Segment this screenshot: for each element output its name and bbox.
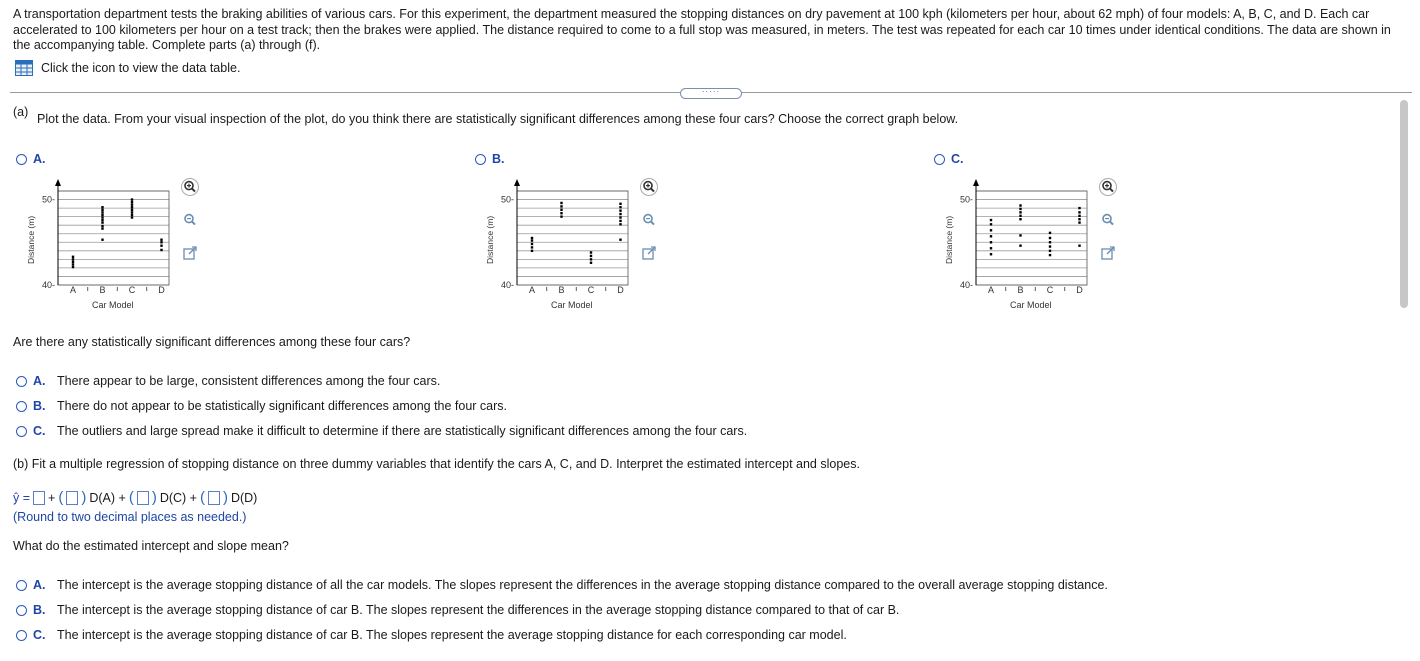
data-point [160, 244, 162, 246]
data-point [1049, 245, 1051, 247]
data-point [990, 247, 992, 249]
part-a-option-a[interactable] [16, 374, 440, 388]
x-axis-label: Car Model [1010, 300, 1052, 310]
data-point [560, 209, 562, 211]
part-b-option-b[interactable] [16, 603, 899, 617]
data-point [131, 201, 133, 203]
data-point [1049, 250, 1051, 252]
data-point [560, 202, 562, 204]
data-point [990, 219, 992, 221]
plot-area [22, 172, 182, 297]
popout-icon[interactable] [638, 242, 660, 264]
data-point [590, 258, 592, 260]
plot-area [940, 172, 1100, 297]
data-point [1019, 244, 1021, 246]
graph-tools [1097, 176, 1121, 275]
data-point [1078, 221, 1080, 223]
radio-button[interactable] [16, 580, 27, 591]
part-b-option-a[interactable] [16, 578, 1108, 592]
part-a-option-b[interactable] [16, 399, 507, 413]
x-tick-label: B [99, 285, 106, 295]
zoom-in-icon[interactable] [638, 176, 660, 198]
part-b-question: (b) Fit a multiple regression of stopping distance on three dummy variables that identify the cars A, C, and D. Interpret the estimated intercept and slopes. [13, 457, 860, 471]
data-point [590, 262, 592, 264]
slope-c-input[interactable] [137, 491, 149, 505]
problem-statement: A transportation department tests the braking abilities of various cars. For this experiment, the department measured the stopping distances on dry pavement at 100 kph (kilometers per hour, about 62 mph) of four models: A, B, C, and D. Each car accelerated to 100 kilometers per hour on a test track; then the brakes were applied. The distance required to come to a full stop was measured, in meters. The test was repeated for each car 10 times under identical conditions. The data are shown in the accompanying table. Complete parts (a) through (f). [13, 7, 1391, 52]
plot-frame [976, 191, 1087, 285]
radio-button[interactable] [16, 605, 27, 616]
data-point [131, 198, 133, 200]
data-point [1049, 254, 1051, 256]
regression-equation [13, 489, 257, 506]
data-point [72, 256, 74, 258]
data-point [72, 266, 74, 268]
data-point [131, 211, 133, 213]
data-point [1078, 207, 1080, 209]
data-point [101, 214, 103, 216]
x-tick-label: A [987, 285, 995, 295]
option-text[interactable]: The outliers and large spread make it difficult to determine if there are statistically significant differences among the four cars. [57, 424, 748, 438]
close-paren: ) [151, 489, 157, 506]
data-point [131, 216, 133, 218]
data-point [531, 246, 533, 248]
x-tick-label: B [1017, 285, 1024, 295]
data-point [619, 239, 621, 241]
option-text[interactable]: There do not appear to be statistically significant differences among the four cars. [57, 399, 508, 413]
graph-option-a[interactable] [16, 152, 46, 166]
data-point [590, 251, 592, 253]
panel-resize-handle[interactable]: ····· [680, 88, 742, 99]
y-axis-arrow [55, 179, 61, 186]
scatter-plot [940, 172, 1100, 317]
zoom-out-icon[interactable] [179, 209, 201, 231]
data-point [531, 239, 533, 241]
data-point [72, 261, 74, 263]
data-point [990, 241, 992, 243]
part-a-question-2: Are there any statistically significant differences among these four cars? [13, 335, 411, 349]
data-point [160, 249, 162, 251]
x-tick-label: D [1076, 285, 1083, 295]
data-point [590, 255, 592, 257]
option-letter: A. [33, 578, 46, 592]
graph-option-b[interactable] [475, 152, 505, 166]
graph-tools [179, 176, 203, 275]
open-paren: ( [58, 489, 64, 506]
data-point [1019, 218, 1021, 220]
data-point [990, 235, 992, 237]
vertical-scrollbar[interactable] [1400, 100, 1408, 308]
option-letter: B. [33, 399, 46, 413]
option-text[interactable]: The intercept is the average stopping distance of car B. The slopes represent the differences in the average stopping distance compared to that of car B. [57, 603, 900, 617]
option-letter: C. [33, 424, 46, 438]
data-point [619, 203, 621, 205]
data-point [101, 221, 103, 223]
part-a-option-c[interactable] [16, 424, 747, 438]
option-text[interactable]: The intercept is the average stopping distance of all the car models. The slopes represent the differences in the average stopping distance compared to the overall average stopping distance. [57, 578, 1108, 592]
y-axis-arrow [973, 179, 979, 186]
option-letter: B. [492, 152, 505, 166]
data-point [101, 206, 103, 208]
data-point [101, 216, 103, 218]
plot-frame [58, 191, 169, 285]
graph-tools [638, 176, 662, 275]
zoom-in-icon[interactable] [1097, 176, 1119, 198]
data-point [619, 206, 621, 208]
data-point [131, 203, 133, 205]
x-tick-label: C [128, 285, 136, 295]
option-letter: A. [33, 152, 46, 166]
data-point [990, 229, 992, 231]
option-letter: A. [33, 374, 46, 388]
rounding-note: (Round to two decimal places as needed.) [13, 510, 247, 524]
data-point [1019, 211, 1021, 213]
x-axis-label: Car Model [551, 300, 593, 310]
data-point [1049, 237, 1051, 239]
radio-button[interactable] [934, 154, 945, 165]
radio-button[interactable] [16, 376, 27, 387]
y-tick-label: 50- [959, 194, 973, 205]
x-tick-label: A [69, 285, 77, 295]
radio-button[interactable] [16, 630, 27, 641]
plot-frame [517, 191, 628, 285]
zoom-out-icon[interactable] [638, 209, 660, 231]
data-point [1078, 244, 1080, 246]
x-tick-label: D [158, 285, 165, 295]
x-tick-label: B [558, 285, 565, 295]
data-point [160, 241, 162, 243]
x-tick-label: A [528, 285, 536, 295]
open-paren: ( [128, 489, 134, 506]
part-a-question: Plot the data. From your visual inspection of the plot, do you think there are statistically significant differences among these four cars? Choose the correct graph below. [37, 112, 959, 126]
data-point [131, 214, 133, 216]
option-letter: C. [33, 628, 46, 642]
y-tick-label: 40- [500, 280, 514, 290]
y-axis-label: Distance (m) [944, 215, 954, 264]
data-point [1078, 218, 1080, 220]
data-point [531, 243, 533, 245]
graph-option-c[interactable] [934, 152, 964, 166]
data-point [619, 223, 621, 225]
close-paren: ) [81, 489, 87, 506]
part-b-question-2: What do the estimated intercept and slope mean? [13, 539, 289, 553]
data-point [560, 212, 562, 214]
data-point [1019, 204, 1021, 206]
data-point [131, 209, 133, 211]
scatter-plot [481, 172, 641, 317]
y-tick-label: 50- [41, 194, 55, 205]
data-point [990, 223, 992, 225]
part-a-marker: (a) [13, 105, 29, 119]
close-paren: ) [222, 489, 228, 506]
data-point [101, 227, 103, 229]
data-point [72, 258, 74, 260]
data-point [619, 213, 621, 215]
data-point [531, 250, 533, 252]
option-text[interactable]: There appear to be large, consistent differences among the four cars. [57, 374, 441, 388]
open-paren: ( [199, 489, 205, 506]
x-tick-label: D [617, 285, 624, 295]
zoom-out-icon[interactable] [1097, 209, 1119, 231]
plot-area [481, 172, 641, 297]
data-point [619, 216, 621, 218]
data-point [1019, 215, 1021, 217]
data-point [619, 209, 621, 211]
popout-icon[interactable] [179, 242, 201, 264]
radio-button[interactable] [16, 154, 27, 165]
y-axis-label: Distance (m) [26, 215, 36, 264]
option-letter: B. [33, 603, 46, 617]
radio-button[interactable] [475, 154, 486, 165]
data-point [101, 225, 103, 227]
plus-sign: + [48, 490, 56, 505]
data-point [1049, 232, 1051, 234]
data-point [72, 263, 74, 265]
y-tick-label: 40- [41, 280, 55, 290]
data-table-link-text[interactable]: Click the icon to view the data table. [41, 61, 241, 75]
y-tick-label: 40- [959, 280, 973, 290]
popout-icon[interactable] [1097, 242, 1119, 264]
intercept-input[interactable] [33, 491, 45, 505]
data-point [1078, 211, 1080, 213]
data-point [131, 206, 133, 208]
slope-d-input[interactable] [208, 491, 220, 505]
data-point [1019, 208, 1021, 210]
dummy-c-label: D(C) + [159, 490, 197, 505]
part-b-option-c[interactable] [16, 628, 847, 642]
scatter-plot [22, 172, 182, 317]
y-axis-label: Distance (m) [485, 215, 495, 264]
radio-button[interactable] [16, 401, 27, 412]
option-letter: C. [951, 152, 964, 166]
data-point [1078, 215, 1080, 217]
x-tick-label: C [1046, 285, 1054, 295]
y-axis-arrow [514, 179, 520, 186]
data-point [990, 253, 992, 255]
radio-button[interactable] [16, 426, 27, 437]
data-point [560, 215, 562, 217]
data-point [619, 220, 621, 222]
data-point [160, 239, 162, 241]
slope-a-input[interactable] [66, 491, 78, 505]
data-point [101, 209, 103, 211]
option-text[interactable]: The intercept is the average stopping distance of car B. The slopes represent the average stopping distance for each corresponding car model. [57, 628, 847, 642]
data-point [560, 205, 562, 207]
y-tick-label: 50- [500, 194, 514, 205]
data-table-link[interactable] [15, 60, 240, 76]
data-point [531, 237, 533, 239]
y-hat-label: ŷ = [13, 490, 31, 505]
dummy-a-label: D(A) + [89, 490, 126, 505]
x-tick-label: C [587, 285, 595, 295]
data-point [1049, 241, 1051, 243]
data-point [101, 239, 103, 241]
dummy-d-label: D(D) [230, 490, 258, 505]
data-point [101, 219, 103, 221]
x-axis-label: Car Model [92, 300, 134, 310]
data-point [101, 211, 103, 213]
data-table-icon[interactable] [15, 60, 33, 76]
data-point [1019, 234, 1021, 236]
zoom-in-icon[interactable] [179, 176, 201, 198]
